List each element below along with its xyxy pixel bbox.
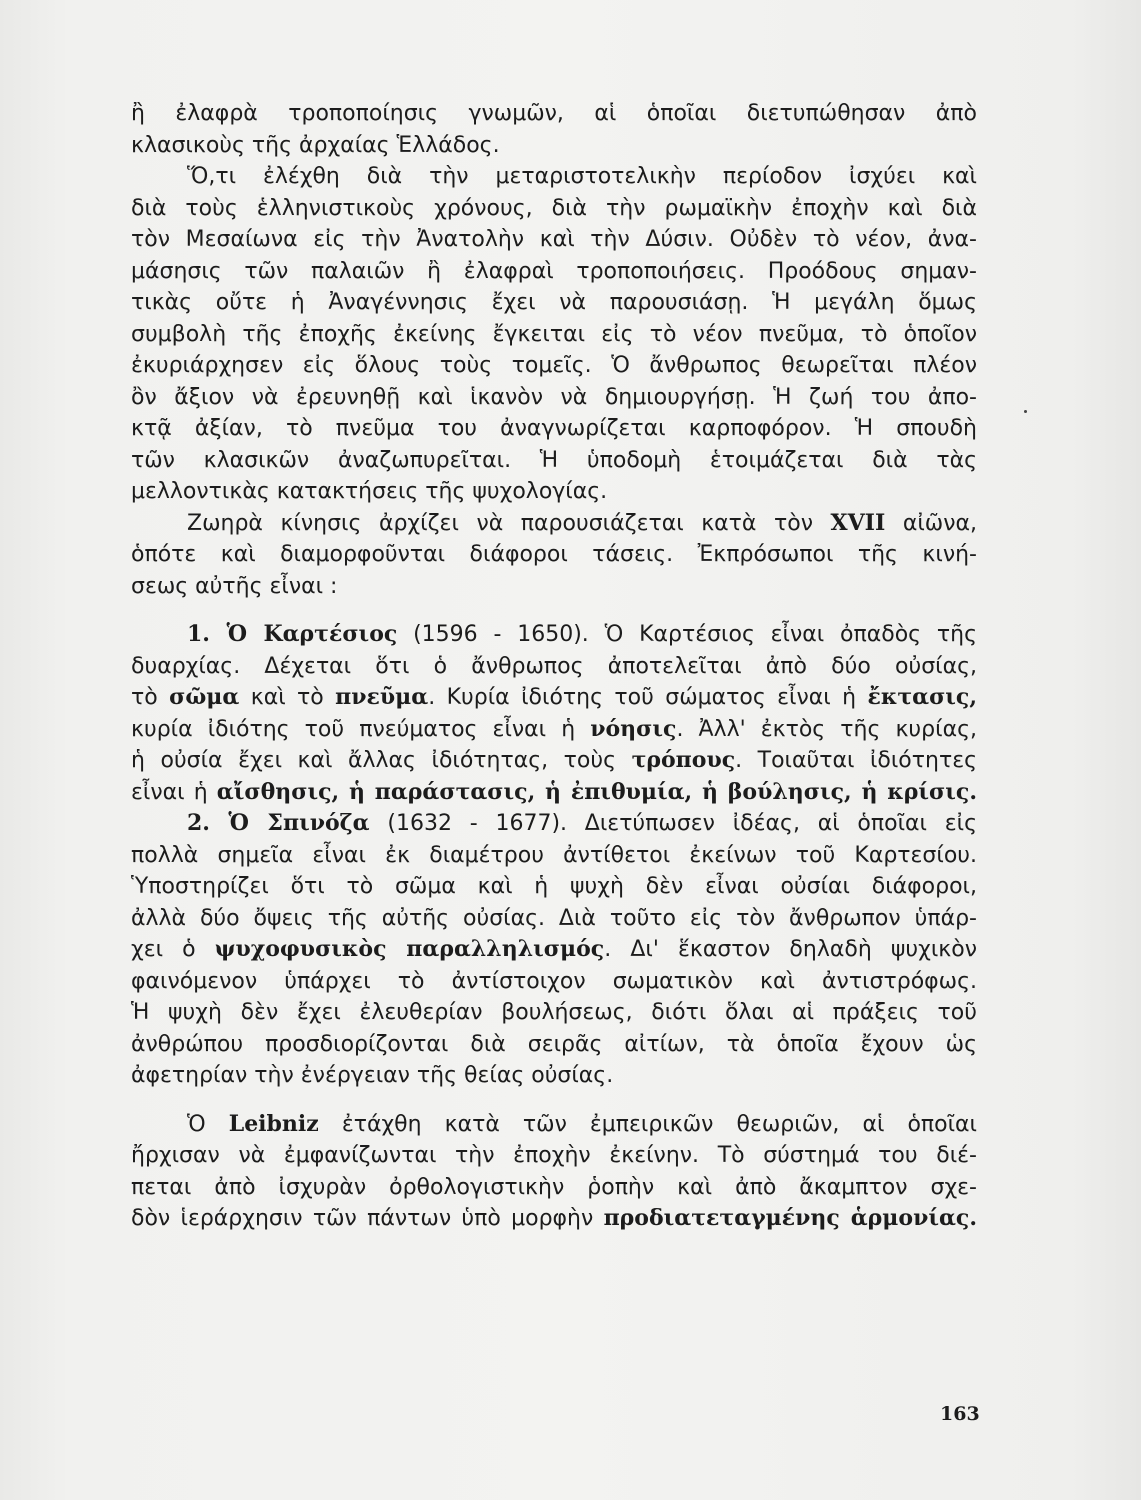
text-span: ἀφετηρίαν τὴν ἐνέργειαν τῆς θείας οὐσίας.	[131, 1063, 614, 1088]
bold-term: προδιατεταγμένης ἁρμονίας.	[603, 1205, 977, 1231]
text-span: τὸν Μεσαίωνα εἰς τὴν Ἀνατολὴν καὶ τὴν Δύσιν. Οὐδὲν τὸ νέον, ἀνα-	[131, 227, 977, 252]
text-span: σεως αὐτῆς εἶναι :	[131, 573, 338, 599]
bold-term: 2. Ὁ Σπινόζα	[187, 810, 370, 836]
text-span: δὸν ἱεράρχησιν τῶν πάντων ὑπὸ μορφὴν	[131, 1206, 604, 1231]
text-span: ἡ οὐσία ἔχει καὶ ἄλλας ἰδιότητας, τοὺς	[131, 748, 632, 773]
text-span: τὸ	[131, 685, 170, 710]
paragraph-gap	[131, 602, 977, 619]
text-span: μάσησις τῶν παλαιῶν ἢ ἐλαφραὶ τροποποιήσεις. Προόδους σημαν-	[131, 258, 977, 284]
bold-term: αἴσθησις, ἡ παράστασις, ἡ ἐπιθυμία, ἡ βούλησις, ἡ κρίσις.	[216, 778, 977, 805]
text-span: διὰ τοὺς ἑλληνιστικοὺς χρόνους, διὰ τὴν ρωμαϊκὴν ἐποχὴν καὶ διὰ	[131, 195, 977, 221]
text-line	[131, 619, 977, 651]
text-line	[131, 651, 977, 683]
bold-term: τρόπους	[631, 747, 736, 773]
text-line	[131, 319, 977, 351]
text-span: καὶ τὸ	[239, 685, 336, 710]
text-span: πολλὰ σημεῖα εἶναι ἐκ διαμέτρου ἀντίθετοι ἐκείνων τοῦ Καρτεσίου.	[131, 842, 977, 868]
text-line	[131, 382, 977, 414]
text-line	[131, 777, 977, 809]
page-number: 163	[940, 1403, 980, 1425]
text-span: τικὰς οὔτε ἡ Ἀναγέννησις ἔχει νὰ παρουσιάσῃ. Ἡ μεγάλη ὅμως	[131, 290, 977, 315]
text-span: Ὅ,τι ἐλέχθη διὰ τὴν μεταριστοτελικὴν περίοδον ἰσχύει καὶ	[187, 164, 977, 189]
text-line	[131, 287, 977, 319]
bold-term: πνεῦμα	[335, 684, 429, 710]
text-line	[131, 840, 977, 872]
text-span: (1596 - 1650). Ὁ Καρτέσιος εἶναι ὀπαδὸς τῆς	[397, 622, 977, 647]
text-span: ἢ ἐλαφρὰ τροποποίησις γνωμῶν, αἱ ὁποῖαι διετυπώθησαν ἀπὸ	[131, 101, 977, 126]
text-line	[131, 224, 977, 256]
text-span: (1632 - 1677). Διετύπωσεν ἰδέας, αἱ ὁποῖαι εἰς	[369, 811, 978, 836]
text-line	[131, 1060, 977, 1092]
text-span: κυρία ἰδιότης τοῦ πνεύματος εἶναι ἡ	[131, 716, 591, 742]
text-span: ἀλλὰ δύο ὄψεις τῆς αὐτῆς οὐσίας. Διὰ τοῦτο εἰς τὸν ἄνθρωπον ὑπάρ-	[131, 905, 977, 931]
text-span: φαινόμενον ὑπάρχει τὸ ἀντίστοιχον σωματικὸν καὶ ἀντιστρόφως.	[131, 968, 977, 994]
text-span: . Τοιαῦται ἰδιότητες	[735, 748, 977, 773]
text-span: Ὁ	[187, 1111, 229, 1137]
text-span: Ζωηρὰ κίνησις ἀρχίζει νὰ παρουσιάζεται κατὰ τὸν	[187, 510, 831, 536]
text-span: αἰῶνα,	[885, 510, 977, 536]
text-line	[131, 1109, 977, 1141]
bold-term: 1. Ὁ Καρτέσιος	[187, 621, 398, 647]
text-span: εἶναι ἡ	[131, 779, 217, 805]
bold-term: ἔκτασις,	[867, 684, 977, 710]
text-span: ἀνθρώπου προσδιορίζονται διὰ σειρᾶς αἰτίων, τὰ ὁποῖα ἔχουν ὡς	[131, 1031, 977, 1057]
text-span: . Κυρία ἰδιότης τοῦ σώματος εἶναι ἡ	[428, 685, 868, 710]
bold-term: ψυχοφυσικὸς παραλληλισμός	[214, 936, 605, 962]
text-line	[131, 508, 977, 540]
text-line	[131, 714, 977, 746]
text-span: πεται ἀπὸ ἰσχυρὰν ὀρθολογιστικὴν ῥοπὴν καὶ ἀπὸ ἄκαμπτον σχε-	[131, 1174, 977, 1200]
text-span: κτᾷ ἀξίαν, τὸ πνεῦμα του ἀναγνωρίζεται καρποφόρον. Ἡ σπουδὴ	[131, 416, 977, 441]
text-span: χει ὁ	[131, 937, 215, 962]
text-line	[131, 1029, 977, 1061]
text-line	[131, 256, 977, 288]
text-span: Ἡ ψυχὴ δὲν ἔχει ἐλευθερίαν βουλήσεως, διότι ὅλαι αἱ πράξεις τοῦ	[131, 1000, 977, 1025]
text-span: ἐτάχθη κατὰ τῶν ἐμπειρικῶν θεωριῶν, αἱ ὁποῖαι	[318, 1111, 977, 1137]
text-line	[131, 871, 977, 903]
text-line	[131, 350, 977, 382]
text-span: ὂν ἄξιον νὰ ἐρευνηθῇ καὶ ἱκανὸν νὰ δημιουργήσῃ. Ἡ ζωή του ἀπο-	[131, 384, 977, 410]
text-span: Ὑποστηρίζει ὅτι τὸ σῶμα καὶ ἡ ψυχὴ δὲν εἶναι οὐσίαι διάφοροι,	[131, 874, 977, 899]
bold-term: σῶμα	[169, 684, 240, 710]
body-text	[131, 98, 977, 1235]
scan-speck	[1024, 410, 1027, 413]
text-line	[131, 1203, 977, 1235]
text-line	[131, 413, 977, 445]
text-line	[131, 1172, 977, 1204]
text-span: ἤρχισαν νὰ ἐμφανίζωνται τὴν ἐποχὴν ἐκείνην. Τὸ σύστημά του διέ-	[131, 1143, 977, 1168]
text-line	[131, 98, 977, 130]
bold-term: XVII	[830, 509, 886, 536]
bold-term: Leibniz	[228, 1110, 319, 1137]
text-line	[131, 476, 977, 508]
text-line	[131, 1140, 977, 1172]
text-line	[131, 745, 977, 777]
text-line	[131, 966, 977, 998]
text-line	[131, 539, 977, 571]
text-line	[131, 903, 977, 935]
text-line	[131, 193, 977, 225]
text-line	[131, 808, 977, 840]
text-span: δυαρχίας. Δέχεται ὅτι ὁ ἄνθρωπος ἀποτελεῖται ἀπὸ δύο οὐσίας,	[131, 653, 977, 679]
text-span: . Ἀλλ' ἐκτὸς τῆς κυρίας,	[676, 716, 977, 742]
text-line	[131, 130, 977, 162]
text-span: ὁπότε καὶ διαμορφοῦνται διάφοροι τάσεις. Ἐκπρόσωποι τῆς κινή-	[131, 542, 977, 567]
text-line	[131, 934, 977, 966]
text-line	[131, 571, 977, 603]
text-line	[131, 445, 977, 477]
text-span: τῶν κλασικῶν ἀναζωπυρεῖται. Ἡ ὑποδομὴ ἑτοιμάζεται διὰ τὰς	[131, 447, 977, 473]
text-span: κλασικοὺς τῆς ἀρχαίας Ἑλλάδος.	[131, 132, 500, 158]
text-span: . Δι' ἕκαστον δηλαδὴ ψυχικὸν	[604, 937, 977, 962]
bold-term: νόησις	[590, 715, 677, 742]
text-line	[131, 161, 977, 193]
text-span: μελλοντικὰς κατακτήσεις τῆς ψυχολογίας.	[131, 479, 608, 504]
text-span: ἐκυριάρχησεν εἰς ὅλους τοὺς τομεῖς. Ὁ ἄνθρωπος θεωρεῖται πλέον	[131, 353, 977, 378]
text-line	[131, 682, 977, 714]
paragraph-gap	[131, 1092, 977, 1109]
text-span: συμβολὴ τῆς ἐποχῆς ἐκείνης ἔγκειται εἰς τὸ νέον πνεῦμα, τὸ ὁποῖον	[131, 321, 977, 347]
text-line	[131, 997, 977, 1029]
